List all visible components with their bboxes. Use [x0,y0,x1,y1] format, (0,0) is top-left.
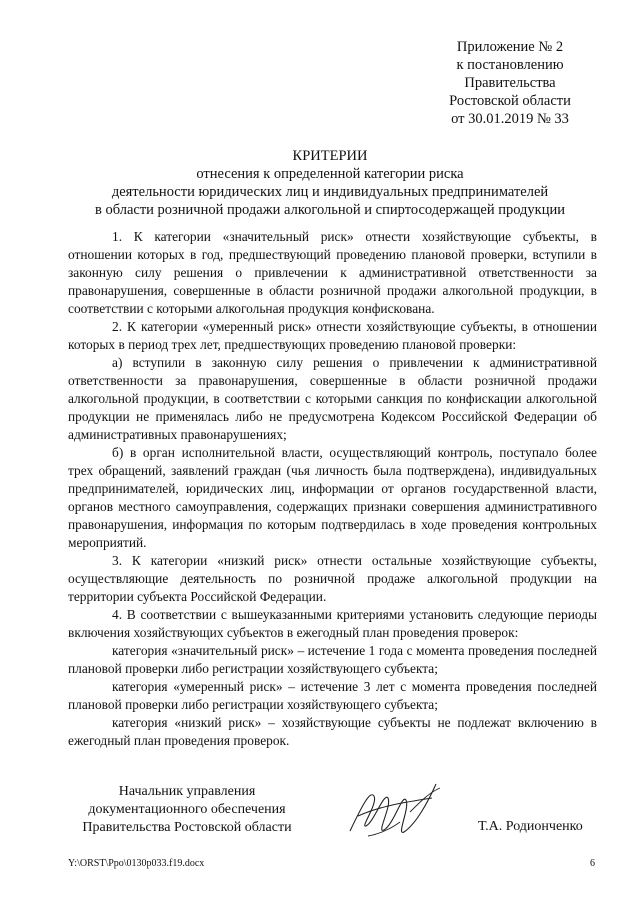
paragraph: 4. В соответствии с вышеуказанными критериями установить следующие периоды включения хозяйствующих субъектов в ежегодный план проведения проверок: [68,607,597,640]
position-line: Начальник управления [118,784,256,799]
paragraph: 1. К категории «значительный риск» отнести хозяйствующие субъекты, в отношении которых в год, предшествующий проведению плановой проверки, вступили в законную силу решения о привлечении к административной ответственности за правонарушения, совершенные в области розничной продажи алкогольной продукции, в соответствии с которыми алкогольная продукция конфискована. [68,229,597,316]
title-line: в области розничной продажи алкогольной и спиртосодержащей продукции [94,202,566,218]
annex-line: Правительства [464,75,556,91]
paragraph: 2. К категории «умеренный риск» отнести хозяйствующие субъекты, в отношении которых в период трех лет, предшествующих проведению плановой проверки: [68,319,597,352]
document-title [40,147,620,219]
position-line: документационного обеспечения [88,802,286,817]
handwritten-signature [340,776,460,846]
paragraph: категория «значительный риск» – истечение 1 года с момента проведения последней плановой проверки либо регистрации хозяйствующего субъекта; [68,643,597,676]
annex-header [410,38,610,128]
annex-line: Приложение № 2 [456,39,564,55]
document-body [68,228,597,750]
annex-line: Ростовской области [449,93,571,109]
paragraph: категория «умеренный риск» – истечение 3 лет с момента проведения последней плановой проверки либо регистрации хозяйствующего субъекта; [68,679,597,712]
paragraph: категория «низкий риск» – хозяйствующие субъекты не подлежат включению в ежегодный план проведения проверок. [68,715,597,748]
annex-line: к постановлению [456,57,564,73]
title-line: отнесения к определенной категории риска [196,166,464,182]
signatory-position [62,783,312,837]
title-heading: КРИТЕРИИ [292,148,368,164]
position-line: Правительства Ростовской области [82,820,292,835]
annex-line: от 30.01.2019 № 33 [451,111,569,127]
paragraph: 3. К категории «низкий риск» отнести остальные хозяйствующие субъекты, осуществляющие деятельность по розничной продаже алкогольной продукции на территории субъекта Российской Федерации. [68,553,597,604]
paragraph: а) вступили в законную силу решения о привлечении к административной ответственности за правонарушения, совершенные в области розничной продажи алкогольной продукции, в соответствии с которыми санкция по конфискации алкогольной продукции не применялась либо не предусмотрена Кодексом Российской Федерации об административных правонарушениях; [68,355,597,442]
footer-page-number: 6 [590,858,595,869]
title-line: деятельности юридических лиц и индивидуальных предпринимателей [111,184,549,200]
footer-file-path: Y:\ORST\Ppo\0130p033.f19.docx [68,858,205,869]
paragraph: б) в орган исполнительной власти, осуществляющий контроль, поступало более трех обращений, заявлений граждан (чья личность была подтверждена), индивидуальных предпринимателей, юридических лиц, информации от органов государственной власти, органов местного самоуправления, содержащих признаки совершения административного правонарушения, информация по которым подтвердилась в ходе проведения контрольных мероприятий. [68,445,597,550]
signatory-name: Т.А. Родионченко [478,819,583,834]
